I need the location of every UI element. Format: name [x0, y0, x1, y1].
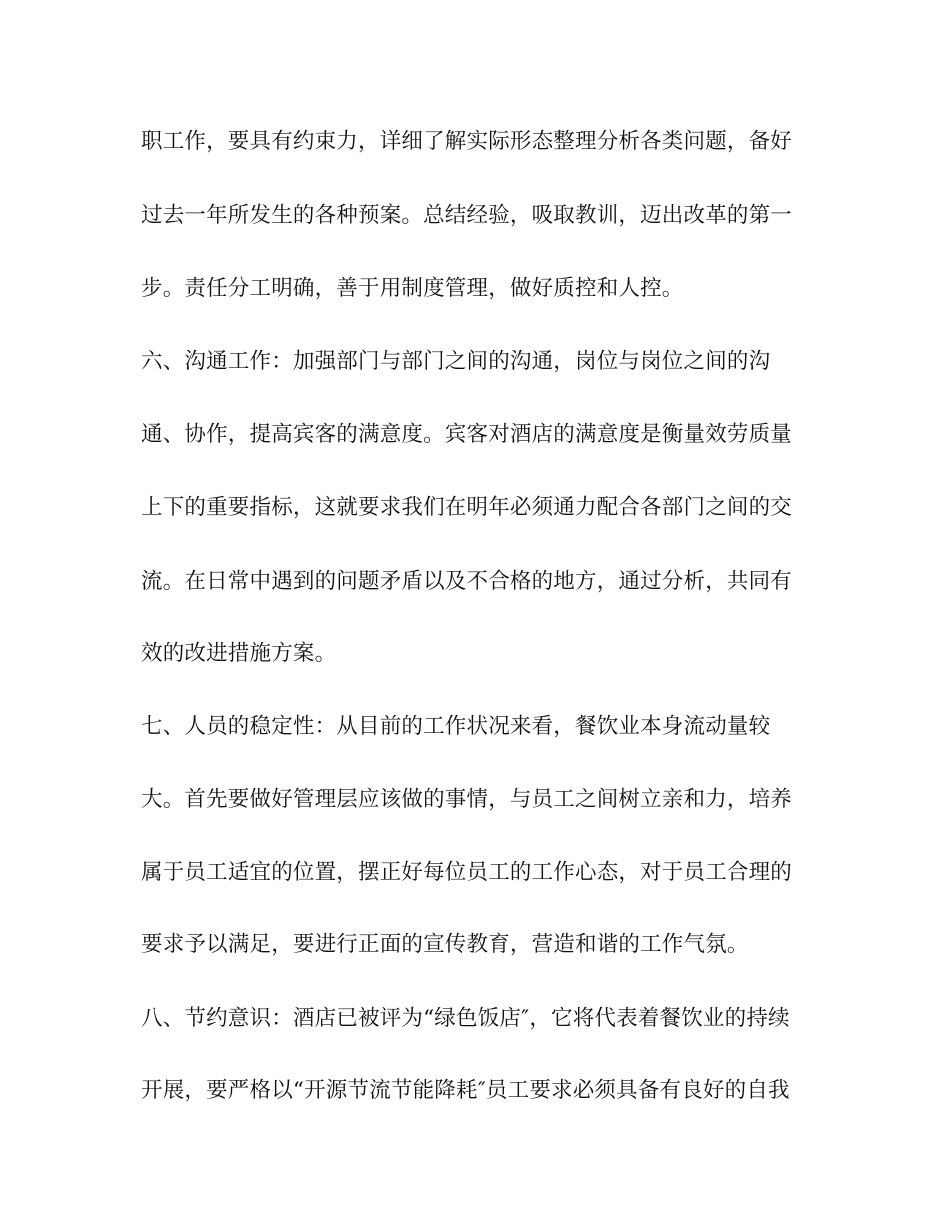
section-heading-line: 七、人员的稳定性：从目前的工作状况来看，餐饮业本身流动量较 — [141, 714, 771, 739]
text-line: 要求予以满足，要进行正面的宣传教育，营造和谐的工作气氛。 — [141, 932, 749, 957]
text-line: 通、协作，提高宾客的满意度。宾客对酒店的满意度是衡量效劳质量 — [141, 422, 793, 447]
section-heading-line: 八、节约意识：酒店已被评为“绿色饭店″，它将代表着餐饮业的持续 — [141, 1006, 790, 1031]
text-line: 大。首先要做好管理层应该做的事情，与员工之间树立亲和力，培养 — [141, 787, 793, 812]
text-line: 开展，要严格以“开源节流节能降耗″员工要求必须具备有良好的自我 — [141, 1078, 790, 1103]
text-line: 属于员工适宜的位置，摆正好每位员工的工作心态，对于员工合理的 — [141, 860, 793, 885]
text-line: 上下的重要指标，这就要求我们在明年必须通力配合各部门之间的交 — [141, 495, 793, 520]
section-heading-line: 六、沟通工作：加强部门与部门之间的沟通，岗位与岗位之间的沟 — [141, 349, 771, 374]
text-line: 过去一年所发生的各种预案。总结经验，吸取教训，迈出改革的第一 — [141, 203, 793, 228]
text-line: 流。在日常中遇到的问题矛盾以及不合格的地方，通过分析，共同有 — [141, 569, 793, 594]
text-line: 效的改进措施方案。 — [141, 641, 337, 666]
text-line: 职工作，要具有约束力，详细了解实际形态整理分析各类问题，备好 — [141, 129, 793, 154]
text-line: 步。责任分工明确，善于用制度管理，做好质控和人控。 — [141, 276, 684, 301]
